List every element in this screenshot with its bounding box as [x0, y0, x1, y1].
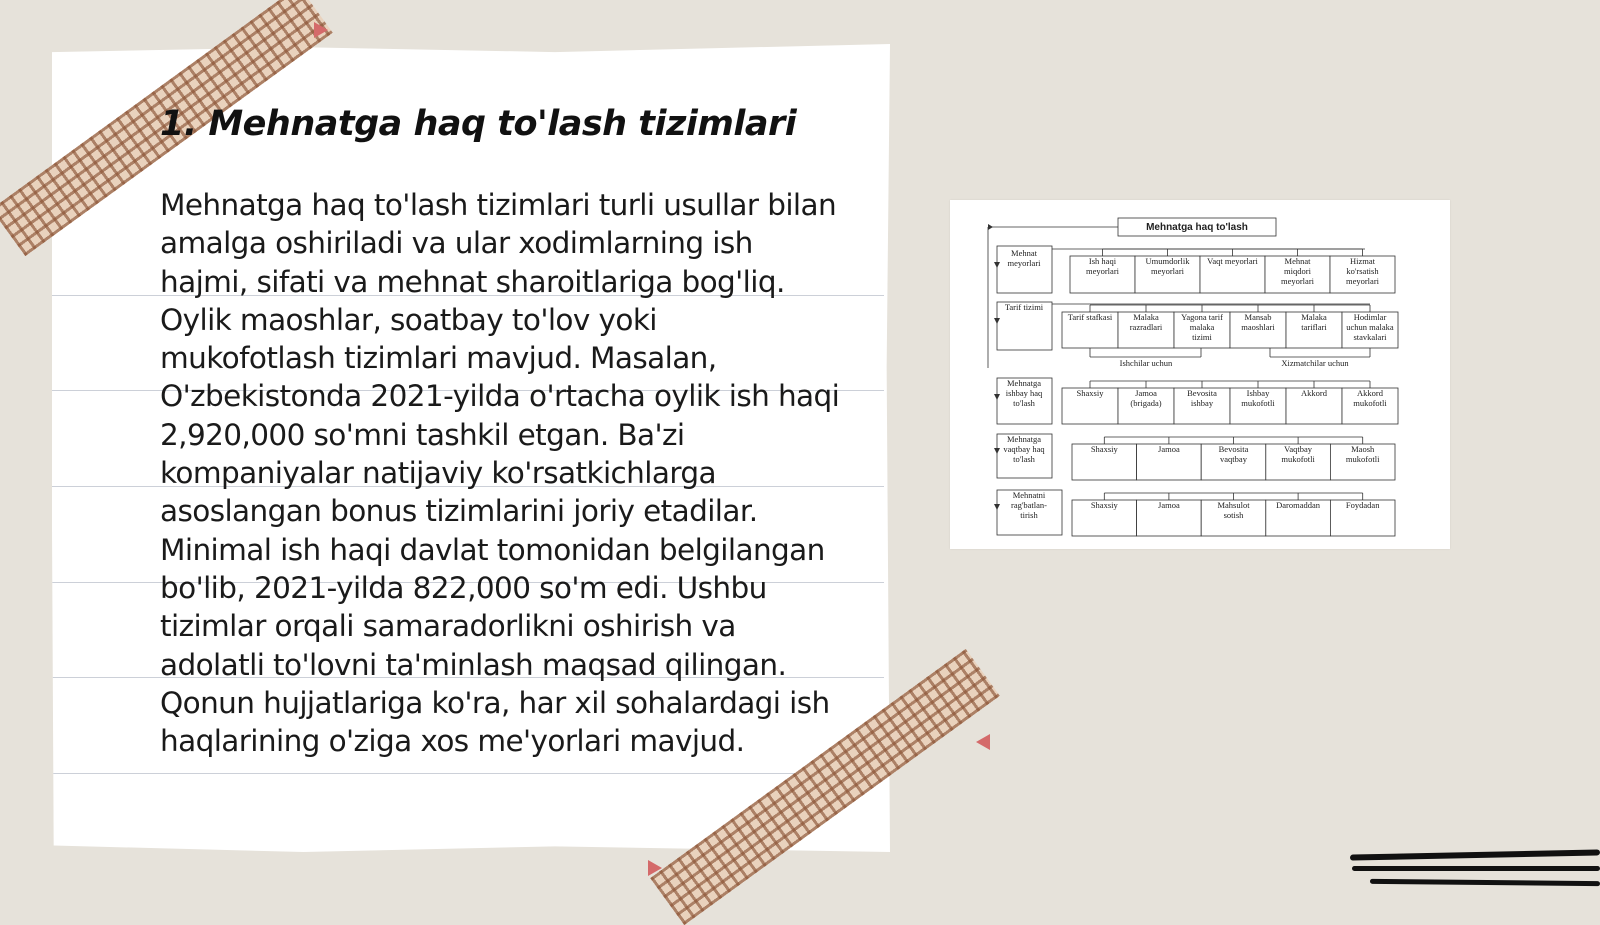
- row-label-text: Mehnatga ishbay haq to'lash: [1005, 378, 1043, 408]
- brush-stroke-decoration: [1350, 849, 1600, 860]
- tape-end-decoration: [976, 734, 990, 750]
- diagram-root-text: Mehnatga haq to'lash: [1146, 222, 1248, 233]
- row2-cell-text: Yagona tarif malaka tizimi: [1181, 312, 1223, 342]
- row-label-text: Mehnat meyorlari: [1007, 248, 1041, 268]
- row4-cell-text: Jamoa: [1158, 444, 1180, 454]
- row3-cell-text: Ishbay mukofotli: [1241, 388, 1275, 408]
- arrow-head: [988, 224, 993, 230]
- row1-cell-text: Mehnat miqdori meyorlari: [1280, 256, 1315, 286]
- row4-cell-text: Maosh mukofotli: [1345, 444, 1380, 464]
- row-label-text: Mehnatni rag'batlan-tirish: [1011, 490, 1047, 520]
- slide-body-text: Mehnatga haq to'lash tizimlari turli usullar bilan amalga oshiriladi va ular xodimlarning ish hajmi, sifati va mehnat sharoitlariga bog'liq. Oylik maoshlar, soatbay to'lov yoki mukofotlash tizimlari mavjud. Masalan, O'zbekistonda 2021-yilda o'rtacha oylik ish haqi 2,920,000 so'mni tashkil etgan. Ba'zi kompaniyalar natijaviy ko'rsatkichlarga asoslangan bonus tizimlarini joriy etadilar. Minimal ish haqi davlat tomonidan belgilangan bo'lib, 2021-yilda 822,000 so'm edi. Ushbu tizimlar orqali samaradorlikni oshirish va adolatli to'lovni ta'minlash maqsad qilingan. Qonun hujjatlariga ko'ra, har xil sohalardagi ish haqlarining o'ziga xos me'yorlari mavjud.: [160, 188, 840, 759]
- brush-stroke-decoration: [1370, 879, 1600, 886]
- brush-stroke-decoration: [1352, 866, 1600, 871]
- row2-cell-text: Malaka tariflari: [1301, 312, 1327, 332]
- row5-cell-text: Mahsulot sotish: [1217, 500, 1250, 520]
- row2-cell-text: Tarif stafkasi: [1067, 312, 1113, 322]
- group-label: Ishchilar uchun: [1119, 358, 1173, 368]
- row2-cell-text: Mansab maoshlari: [1241, 312, 1275, 332]
- row2-cell-text: Hodimlar uchun malaka stavkalari: [1346, 312, 1394, 342]
- group-label: Xizmatchilar uchun: [1281, 358, 1349, 368]
- row1-cell-text: Hizmat ko'rsatish meyorlari: [1345, 256, 1380, 286]
- paper-line: [52, 773, 884, 774]
- tape-end-decoration: [314, 22, 328, 38]
- row5-cell-text: Daromaddan: [1276, 500, 1321, 510]
- row4-cell-text: Shaxsiy: [1090, 444, 1118, 454]
- row1-cell-text: Vaqt meyorlari: [1207, 256, 1258, 266]
- row5-cell-text: Jamoa: [1158, 500, 1180, 510]
- row1-cell-text: Umumdorlik meyorlari: [1145, 256, 1190, 276]
- row1-cell-text: Ish haqi meyorlari: [1085, 256, 1120, 276]
- row3-cell-text: Bevosita ishbay: [1187, 388, 1217, 408]
- row2-cell-text: Malaka razradlari: [1129, 312, 1163, 332]
- tape-end-decoration: [648, 860, 662, 876]
- row3-cell-text: Jamoa (brigada): [1130, 388, 1162, 408]
- row3-cell-text: Akkord: [1301, 388, 1327, 398]
- row5-cell-text: Shaxsiy: [1090, 500, 1118, 510]
- row4-cell-text: Bevosita vaqtbay: [1218, 444, 1249, 464]
- row5-cell-text: Foydadan: [1345, 500, 1380, 510]
- row4-cell-text: Vaqtbay mukofotli: [1281, 444, 1315, 464]
- payment-systems-diagram: [950, 200, 1450, 549]
- row-label-text: Mehnatga vaqtbay haq to'lash: [1003, 434, 1045, 464]
- diagram-svg: [950, 200, 1450, 549]
- row-label-text: Tarif tizimi: [1004, 302, 1044, 312]
- slide-title: 1. Mehnatga haq to'lash tizimlari: [160, 104, 797, 144]
- row3-cell-text: Akkord mukofotli: [1353, 388, 1387, 408]
- row3-cell-text: Shaxsiy: [1076, 388, 1104, 398]
